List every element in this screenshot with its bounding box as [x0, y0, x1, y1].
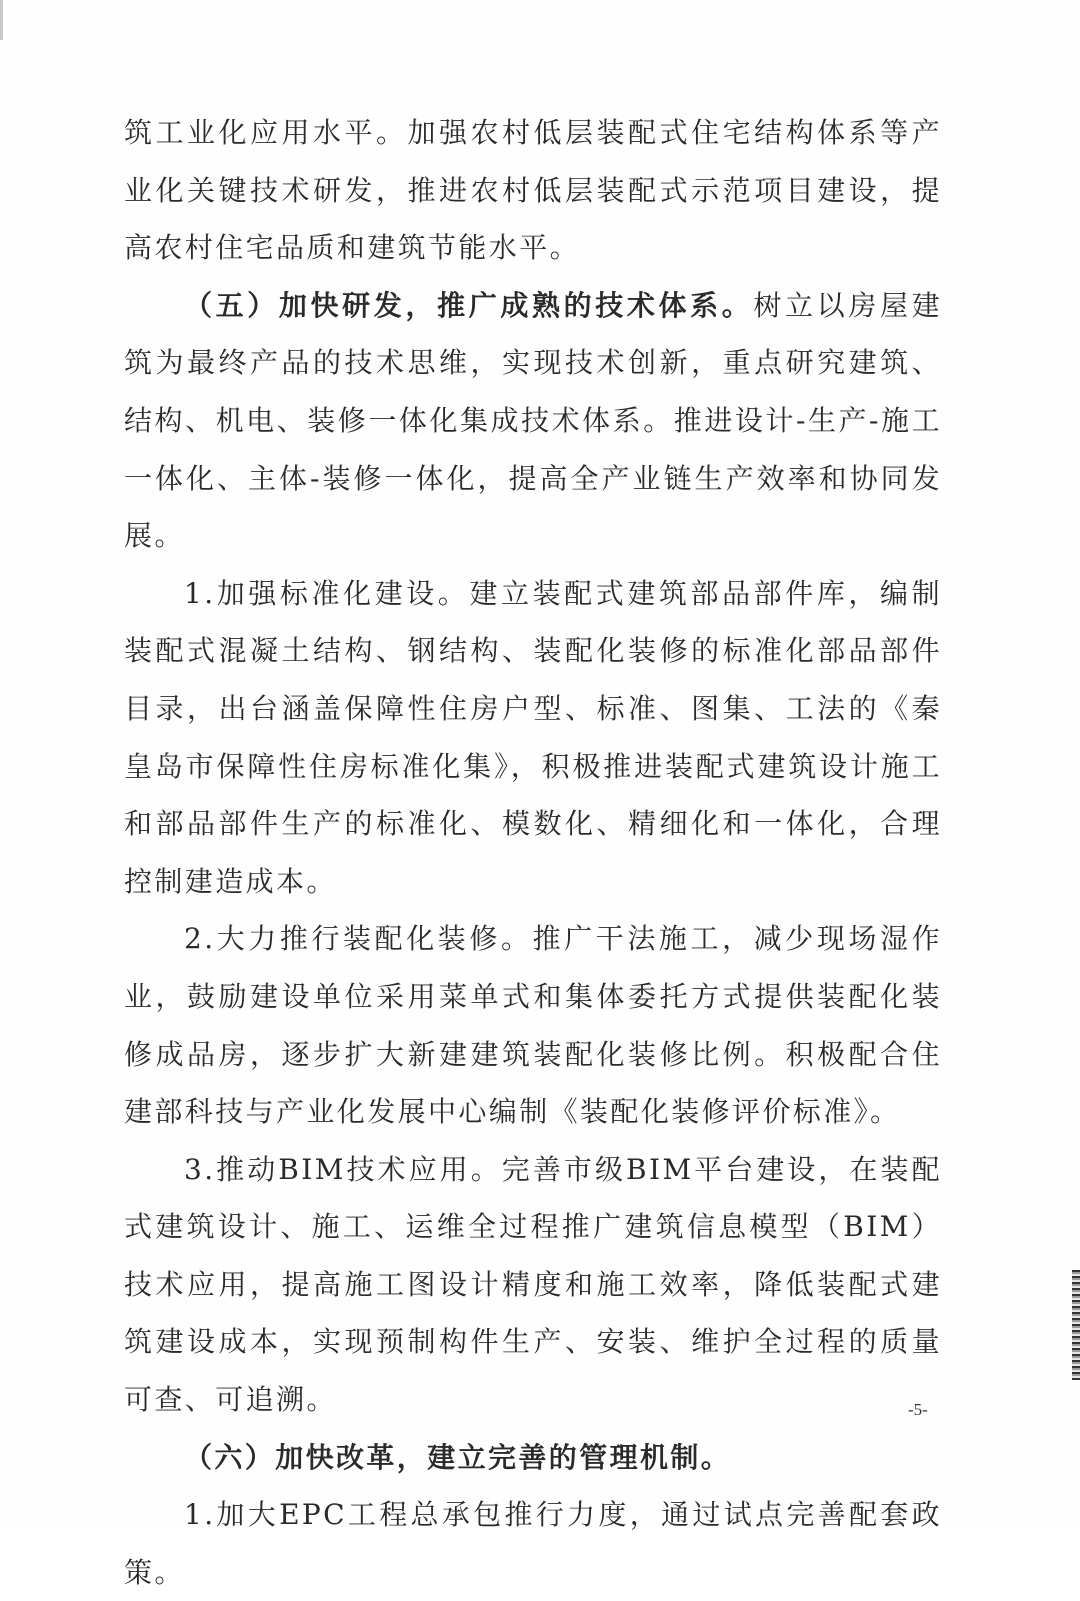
section-5-text: 树立以房屋建筑为最终产品的技术思维，实现技术创新，重点研究建筑、结构、机电、装修一体化集成技术体系。推进设计-生产-施工一体化、主体-装修一体化，提高全产业链生产效率和协同发展。	[124, 288, 942, 553]
section-5-heading: （五）加快研发，推广成熟的技术体系。	[184, 288, 754, 322]
paragraph-continuation: 筑工业化应用水平。加强农村低层装配式住宅结构体系等产业化关键技术研发，推进农村低层装配式示范项目建设，提高农村住宅品质和建筑节能水平。	[124, 116, 942, 265]
scan-edge-mark	[0, 0, 3, 40]
page-number: -5-	[908, 1400, 928, 1419]
scan-artifact-stripe	[1072, 1270, 1080, 1380]
paragraph-item-2: 2.大力推行装配化装修。推广干法施工，减少现场湿作业，鼓励建设单位采用菜单式和集体委托方式提供装配化装修成品房，逐步扩大新建建筑装配化装修比例。积极配合住建部科技与产业化发展中心编制《装配化装修评价标准》。	[124, 922, 942, 1129]
paragraph-item-6-1: 1.加大EPC工程总承包推行力度，通过试点完善配套政策。	[124, 1498, 942, 1589]
section-6-heading: （六）加快改革，建立完善的管理机制。	[184, 1440, 732, 1474]
paragraph-item-1: 1.加强标准化建设。建立装配式建筑部品部件库，编制装配式混凝土结构、钢结构、装配化装修的标准化部品部件目录，出台涵盖保障性住房户型、标准、图集、工法的《秦皇岛市保障性住房标准化集》，积极推进装配式建筑设计施工和部品部件生产的标准化、模数化、精细化和一体化，合理控制建造成本。	[124, 576, 942, 898]
paragraph-section-5	[124, 277, 942, 565]
paragraph-item-3: 3.推动BIM技术应用。完善市级BIM平台建设，在装配式建筑设计、施工、运维全过程推广建筑信息模型（BIM）技术应用，提高施工图设计精度和施工效率，降低装配式建筑建设成本，实现预制构件生产、安装、维护全过程的质量可查、可追溯。	[124, 1152, 943, 1417]
body-text	[124, 104, 942, 1601]
